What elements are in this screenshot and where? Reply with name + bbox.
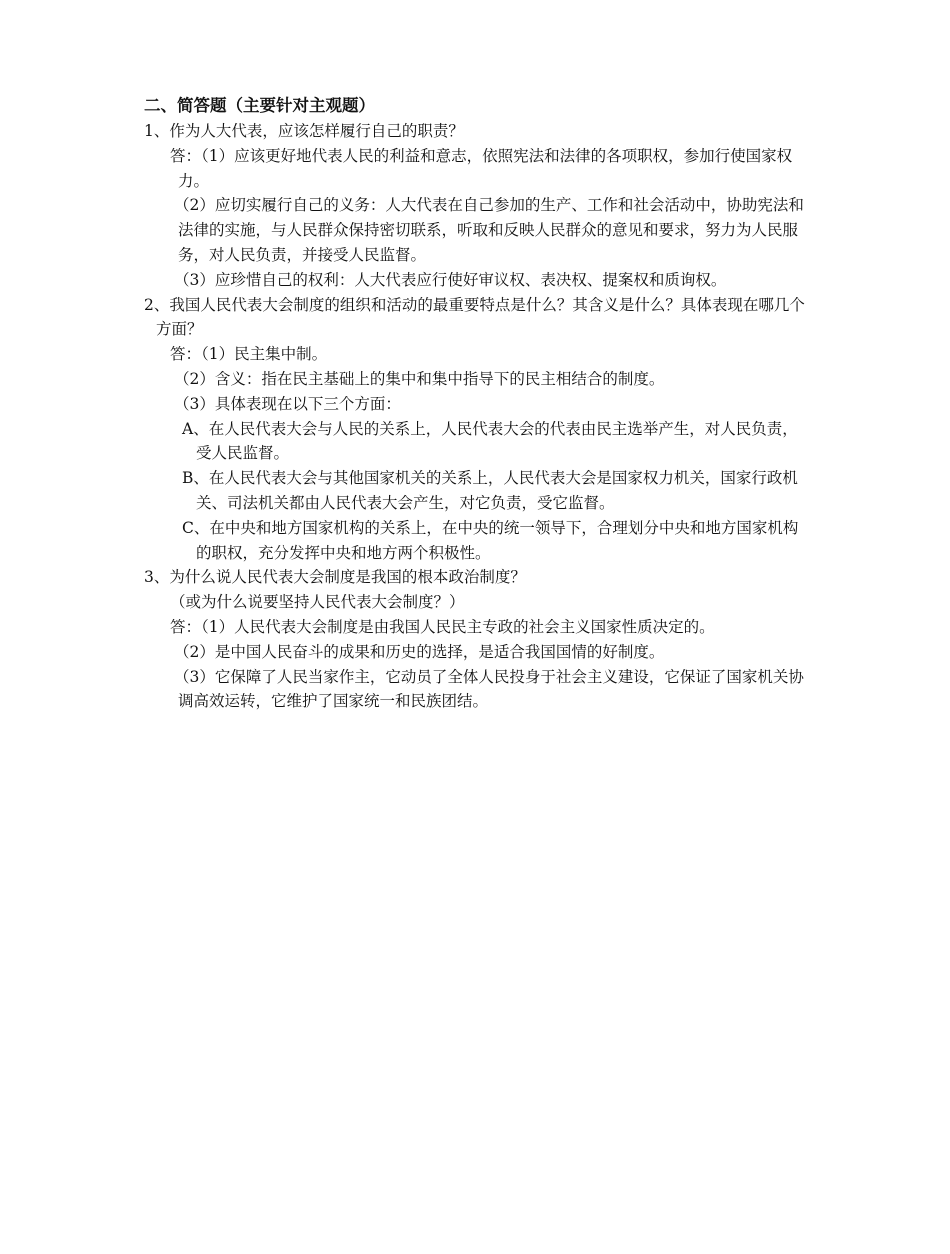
question-3: 3、为什么说人民代表大会制度是我国的根本政治制度？ xyxy=(144,568,526,587)
q2-answer-3: （3）具体表现在以下三个方面： xyxy=(174,394,401,413)
question-3-alt: （或为什么说要坚持人民代表大会制度？） xyxy=(170,593,465,612)
q2-answer-3-a: A、在人民代表大会与人民的关系上，人民代表大会的代表由民主选举产生，对人民负责，受人民监督。 xyxy=(182,419,798,463)
q3-answer-1: 答：（1）人民代表大会制度是由我国人民民主专政的社会主义国家性质决定的。 xyxy=(170,617,715,636)
document-body xyxy=(144,94,810,714)
q2-answer-3-b: B、在人民代表大会与其他国家机关的关系上，人民代表大会是国家权力机关，国家行政机关、司法机关都由人民代表大会产生，对它负责，受它监督。 xyxy=(182,469,798,512)
q1-answer-1: 答：（1）应该更好地代表人民的利益和意志，依照宪法和法律的各项职权，参加行使国家权力。 xyxy=(170,146,793,190)
question-2: 2、我国人民代表大会制度的组织和活动的最重要特点是什么？其含义是什么？具体表现在哪几个方面？ xyxy=(144,295,805,339)
q1-answer-2: （2）应切实履行自己的义务：人大代表在自己参加的生产、工作和社会活动中，协助宪法和法律的实施，与人民群众保持密切联系，听取和反映人民群众的意见和要求，努力为人民服务，对人民负责，并接受人民监督。 xyxy=(174,196,804,264)
q1-answer-3: （3）应珍惜自己的权利：人大代表应行使好审议权、表决权、提案权和质询权。 xyxy=(174,270,727,289)
question-1: 1、作为人大代表，应该怎样履行自己的职责？ xyxy=(144,122,464,140)
q2-answer-3-c: C、在中央和地方国家机构的关系上，在中央的统一领导下，合理划分中央和地方国家机构的职权，充分发挥中央和地方两个积极性。 xyxy=(182,518,799,562)
q3-answer-3: （3）它保障了人民当家作主，它动员了全体人民投身于社会主义建设，它保证了国家机关协调高效运转，它维护了国家统一和民族团结。 xyxy=(174,667,804,711)
q3-answer-2: （2）是中国人民奋斗的成果和历史的选择，是适合我国国情的好制度。 xyxy=(174,642,665,661)
section-heading: 二、简答题（主要针对主观题） xyxy=(144,96,375,115)
q2-answer-2: （2）含义：指在民主基础上的集中和集中指导下的民主相结合的制度。 xyxy=(174,369,665,388)
q2-answer-1: 答：（1）民主集中制。 xyxy=(170,345,328,364)
